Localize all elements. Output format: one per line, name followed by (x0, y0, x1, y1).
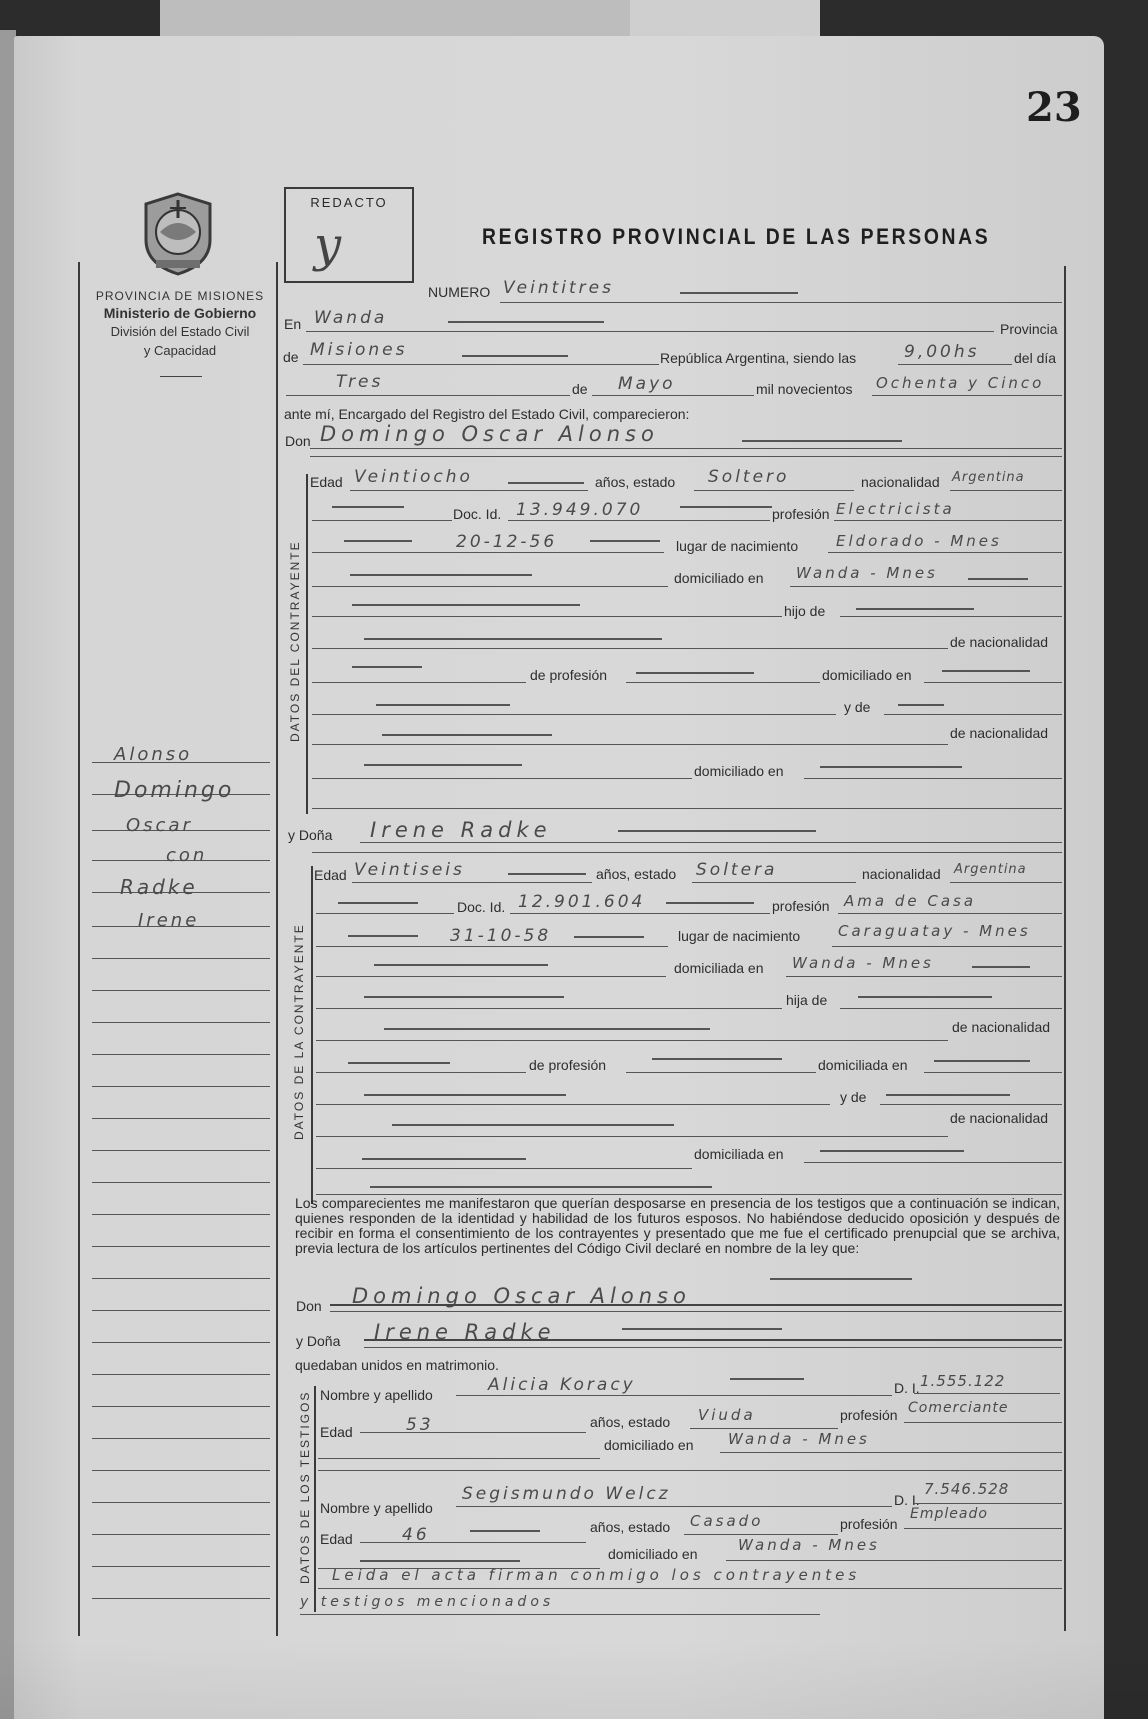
dona-line (360, 842, 1062, 843)
dash (364, 1094, 566, 1096)
fecha-nacimiento-f: 31-10-58 (450, 926, 552, 946)
margin-rule (92, 1502, 270, 1503)
estado-f-line (692, 882, 856, 883)
t2-edad-label: Edad (320, 1531, 353, 1547)
dash (820, 766, 962, 768)
rule (318, 1458, 600, 1459)
y-de-label: y de (844, 699, 871, 715)
contrayente-section-border (306, 474, 308, 814)
t1-domicilio-line (720, 1452, 1062, 1453)
margin-rule (92, 1022, 270, 1023)
t1-di-value: 1.555.122 (920, 1372, 1006, 1390)
t2-di-value: 7.546.528 (924, 1480, 1010, 1498)
dash (652, 1058, 782, 1060)
left-margin-border (78, 262, 80, 1636)
estado-line (694, 490, 854, 491)
domicilio-f-line (786, 976, 1062, 977)
lugar-value: Eldorado - Mnes (836, 532, 1002, 550)
dia-line (286, 395, 570, 396)
don-line-2 (310, 456, 1062, 457)
rule (312, 808, 1062, 809)
dash (666, 902, 754, 904)
nacionalidad-line (950, 490, 1062, 491)
declaration-paragraph: Los comparecientes me manifestaron que querían desposarse en presencia de los testigos que a continuación se indican, quienes responden de la identidad y habilidad de los futuros esposos. No habiéndose deducido oposición y después de recibir en forma el consentimiento de los contrayentes y presentado que me fue el certificado prenupcial que se archiva, previa lectura de los artículos pertinentes del Código Civil declaré en nombre de la ley que: (295, 1195, 1060, 1256)
dash (344, 540, 412, 542)
dash (942, 670, 1030, 672)
rule (316, 1008, 782, 1009)
testigos-section-border (314, 1386, 316, 1612)
rule (840, 616, 1062, 617)
don-value: Domingo Oscar Alonso (320, 422, 659, 446)
page-shadow (0, 1640, 1148, 1719)
testigos-section-label: DATOS DE LOS TESTIGOS (298, 1390, 312, 1584)
t1-estado-line (690, 1428, 838, 1429)
redacto-box (284, 187, 414, 283)
de-line (303, 364, 659, 365)
margin-rule (92, 1374, 270, 1375)
edad-f-line (352, 882, 592, 883)
decl-don-value: Domingo Oscar Alonso (352, 1284, 691, 1308)
decl-don-label: Don (296, 1298, 322, 1314)
de-nacionalidad-f-label-2: de nacionalidad (950, 1110, 1049, 1126)
dash (338, 902, 418, 904)
rule (312, 520, 452, 521)
t1-edad-label: Edad (320, 1424, 353, 1440)
lugar-label: lugar de nacimiento (676, 538, 799, 554)
estado-f-label: años, estado (596, 866, 677, 882)
dash (590, 540, 660, 542)
de-label: de (283, 349, 299, 365)
rule (626, 1072, 816, 1073)
domiciliada-label: domiciliada en (674, 960, 764, 976)
t1-edad-line (360, 1432, 586, 1433)
rule (312, 744, 948, 745)
book-edge (630, 0, 820, 40)
rule (318, 1470, 1062, 1471)
profesion-f-label: profesión (772, 898, 830, 914)
margin-rule (92, 958, 270, 959)
rule (312, 648, 948, 649)
rule (880, 1104, 1062, 1105)
rule (312, 714, 836, 715)
rule (312, 586, 668, 587)
rule (316, 1136, 948, 1137)
dash (508, 873, 586, 875)
anio-line (872, 395, 1062, 396)
provincial-seal-icon (140, 190, 216, 276)
fecha-nacimiento: 20-12-56 (456, 532, 558, 552)
doc-label: Doc. Id. (453, 506, 502, 522)
de-value: Misiones (310, 340, 408, 360)
dash (392, 1124, 674, 1126)
numero-label: NUMERO (428, 284, 491, 300)
dash (820, 1150, 964, 1152)
dash (374, 964, 548, 966)
numero-value: Veintitres (503, 278, 614, 298)
margin-note-line-2: Domingo (114, 778, 235, 803)
dash (618, 830, 816, 832)
t1-di-label: D. I. (894, 1380, 920, 1396)
edad-f-value: Veintiseis (354, 860, 465, 880)
dash (332, 506, 404, 508)
dash (382, 734, 552, 736)
de-profesion-f-label: de profesión (529, 1057, 607, 1073)
doc-line (508, 520, 770, 521)
t1-edad-value: 53 (406, 1415, 434, 1435)
rule (330, 1311, 1062, 1312)
margin-rule (92, 1438, 270, 1439)
dash (680, 506, 772, 508)
t2-edad-line (360, 1542, 586, 1543)
closing-line-1: Leida el acta firman conmigo los contrayentes (332, 1566, 861, 1584)
rule (364, 1347, 1062, 1348)
numero-line (500, 302, 1062, 303)
t2-estado-label: años, estado (590, 1519, 671, 1535)
t1-profesion-label: profesión (840, 1407, 898, 1423)
profesion-label: profesión (772, 506, 830, 522)
rule (312, 552, 664, 553)
t2-estado-line (684, 1534, 838, 1535)
dash (352, 666, 422, 668)
dash (508, 482, 584, 484)
dash (968, 578, 1028, 580)
letterhead-division: División del Estado Civil (110, 324, 250, 339)
margin-rule (92, 1470, 270, 1471)
estado-value: Soltero (708, 467, 790, 487)
profesion-value: Electricista (836, 500, 955, 518)
t2-di-label: D. I. (894, 1492, 920, 1508)
dash (636, 672, 754, 674)
t1-estado-label: años, estado (590, 1414, 671, 1430)
anio-value: Ochenta y Cinco (876, 374, 1045, 392)
dash (730, 1378, 804, 1380)
dash (462, 355, 568, 357)
dash (470, 1530, 540, 1532)
hora-line (898, 364, 1012, 365)
dash (680, 292, 798, 294)
t1-profesion-line (904, 1422, 1062, 1423)
margin-rule (92, 1150, 270, 1151)
margin-rule (92, 1310, 270, 1311)
registry-title: REGISTRO PROVINCIAL DE LAS PERSONAS (482, 224, 991, 249)
rule (804, 778, 1062, 779)
dash (360, 1560, 520, 1562)
domiciliado-en-label: domiciliado en (822, 667, 912, 683)
margin-rule (92, 990, 270, 991)
dash (934, 1060, 1030, 1062)
de-nacionalidad-label: de nacionalidad (950, 634, 1049, 650)
margin-column-border (276, 262, 278, 1636)
rule (924, 682, 1062, 683)
rule (312, 852, 1062, 853)
del-dia-label: del día (1014, 350, 1057, 366)
dash (352, 604, 580, 606)
margin-note-line-1: Alonso (114, 744, 193, 765)
lugar-line (828, 552, 1062, 553)
contrayente-f-section-border (311, 866, 313, 1204)
dash (350, 574, 532, 576)
edad-label: Edad (310, 474, 343, 490)
t2-di-line (914, 1503, 1062, 1504)
domiciliada-en-f-label: domiciliada en (818, 1057, 908, 1073)
rule (316, 1072, 526, 1073)
t2-nombre-label: Nombre y apellido (320, 1500, 433, 1516)
rule (316, 1104, 830, 1105)
closing-line-2: y testigos mencionados (300, 1594, 555, 1610)
margin-rule (92, 1278, 270, 1279)
dash (362, 1158, 526, 1160)
mil-label: mil novecientos (756, 381, 853, 397)
dash (898, 704, 944, 706)
t1-domiciliado-label: domiciliado en (604, 1437, 694, 1453)
dash (364, 638, 662, 640)
letterhead-divider (160, 376, 202, 377)
en-label: En (284, 316, 302, 332)
doc-f-value: 12.901.604 (518, 892, 646, 912)
nacionalidad-f-line (950, 882, 1062, 883)
hija-label: hija de (786, 992, 828, 1008)
en-value: Wanda (314, 308, 388, 328)
rule (804, 1162, 1062, 1163)
estado-label: años, estado (595, 474, 676, 490)
margin-note-line-5: Radke (120, 875, 198, 899)
dash (370, 1186, 712, 1188)
margin-rule (92, 1598, 270, 1599)
dash (856, 608, 974, 610)
decl-dona-label: y Doña (296, 1333, 341, 1349)
rule (312, 616, 782, 617)
de-profesion-label: de profesión (530, 667, 608, 683)
mes-value: Mayo (618, 374, 676, 394)
profesion-line (834, 520, 1062, 521)
doc-value: 13.949.070 (516, 500, 644, 520)
rule (626, 682, 820, 683)
redacto-initial: y (314, 217, 342, 273)
book-edge (160, 0, 700, 40)
don-label: Don (285, 433, 311, 449)
domicilio-line (790, 586, 1062, 587)
redacto-label: REDACTO (310, 195, 388, 210)
dash (858, 996, 992, 998)
rule (316, 1168, 692, 1169)
rule (300, 1614, 820, 1615)
t2-profesion-line (904, 1528, 1062, 1529)
domiciliada-en-f-label-2: domiciliada en (694, 1146, 784, 1162)
lugar-f-line (832, 946, 1062, 947)
t2-edad-value: 46 (402, 1525, 430, 1545)
margin-rule (92, 1118, 270, 1119)
rule (884, 714, 1062, 715)
dash (448, 321, 604, 323)
dash (376, 704, 510, 706)
rule (316, 913, 454, 914)
decl-dona-line (364, 1339, 1062, 1341)
ante-text: ante mí, Encargado del Registro del Estado Civil, comparecieron: (284, 406, 690, 422)
mes-line (592, 395, 754, 396)
rule (318, 1588, 1062, 1589)
dash (622, 1328, 782, 1330)
doc-f-label: Doc. Id. (457, 899, 506, 915)
domicilio-f-value: Wanda - Mnes (792, 954, 934, 972)
edad-f-label: Edad (314, 867, 347, 883)
rule (840, 1008, 1062, 1009)
doc-f-line (510, 913, 770, 914)
margin-rule (92, 1086, 270, 1087)
t1-nombre-value: Alicia Koracy (488, 1375, 636, 1395)
dia-value: Tres (336, 372, 384, 392)
t1-estado-value: Viuda (698, 1406, 756, 1424)
margin-rule (92, 1182, 270, 1183)
dash (574, 936, 644, 938)
margin-rule (92, 1534, 270, 1535)
t2-domiciliado-label: domiciliado en (608, 1546, 698, 1562)
hijo-label: hijo de (784, 603, 826, 619)
domiciliado-en-label-2: domiciliado en (694, 763, 784, 779)
t2-profesion-label: profesión (840, 1516, 898, 1532)
letterhead-ministry: Ministerio de Gobierno (103, 305, 257, 321)
dash (886, 1094, 1010, 1096)
en-line (306, 331, 994, 332)
margin-rule (92, 1406, 270, 1407)
nacionalidad-label: nacionalidad (861, 474, 940, 490)
t2-nombre-value: Segismundo Welcz (462, 1484, 671, 1504)
margin-rule (92, 1054, 270, 1055)
rule (924, 1072, 1062, 1073)
page-number: 23 (1026, 84, 1082, 131)
dona-value: Irene Radke (370, 818, 552, 842)
de-nacionalidad-label-2: de nacionalidad (950, 725, 1049, 741)
t2-nombre-line (456, 1506, 892, 1507)
contrayente-f-section-label: DATOS DE LA CONTRAYENTE (292, 923, 306, 1140)
profesion-f-line (838, 913, 1062, 914)
t1-nombre-line (456, 1395, 892, 1396)
de-label-2: de (572, 381, 588, 397)
rule (316, 976, 666, 977)
dash (348, 935, 418, 937)
dash (384, 1028, 710, 1030)
decl-closing: quedaban unidos en matrimonio. (295, 1357, 499, 1373)
t2-estado-value: Casado (690, 1512, 764, 1530)
nacionalidad-f-value: Argentina (954, 862, 1027, 877)
dash (364, 996, 564, 998)
decl-dona-value: Irene Radke (374, 1320, 556, 1344)
dash (348, 1062, 450, 1064)
lugar-f-label: lugar de nacimiento (678, 928, 801, 944)
rule (312, 682, 526, 683)
domiciliado-label: domiciliado en (674, 570, 764, 586)
dash (364, 764, 522, 766)
provincia-label: Provincia (1000, 321, 1058, 337)
dash (770, 1278, 912, 1280)
lugar-f-value: Caraguatay - Mnes (838, 922, 1031, 940)
margin-rule (92, 1246, 270, 1247)
contrayente-section-label: DATOS DEL CONTRAYENTE (288, 540, 302, 742)
margin-note-line-3: Oscar (126, 815, 193, 836)
t2-profesion-value: Empleado (910, 1506, 988, 1522)
domicilio-value: Wanda - Mnes (796, 564, 938, 582)
decl-don-line (330, 1304, 1062, 1306)
margin-rule (92, 1342, 270, 1343)
rule (316, 946, 668, 947)
don-line (310, 448, 1062, 449)
dona-label: y Doña (288, 827, 333, 843)
nacionalidad-value: Argentina (952, 470, 1025, 485)
dash (972, 966, 1030, 968)
hora-value: 9,00hs (904, 342, 980, 362)
margin-note-line-4: con (166, 845, 208, 866)
profesion-f-value: Ama de Casa (844, 892, 977, 910)
rule (316, 1040, 948, 1041)
right-border (1064, 266, 1066, 1631)
edad-line (350, 490, 588, 491)
rule (312, 778, 692, 779)
letterhead-province: PROVINCIA DE MISIONES (95, 289, 265, 303)
margin-note-line-6: Irene (138, 910, 200, 931)
de-nacionalidad-f-label: de nacionalidad (952, 1019, 1051, 1035)
t2-domicilio-value: Wanda - Mnes (738, 1536, 880, 1554)
t1-nombre-label: Nombre y apellido (320, 1387, 433, 1403)
nacionalidad-f-label: nacionalidad (862, 866, 941, 882)
t1-domicilio-value: Wanda - Mnes (728, 1430, 870, 1448)
t1-profesion-value: Comerciante (908, 1400, 1009, 1416)
dash (742, 440, 902, 442)
margin-rule (92, 1566, 270, 1567)
t2-domicilio-line (726, 1560, 1062, 1561)
edad-value: Veintiocho (354, 467, 473, 487)
y-de-f-label: y de (840, 1089, 867, 1105)
margin-rule (92, 1214, 270, 1215)
letterhead-capacity: y Capacidad (143, 343, 217, 358)
t1-di-line (914, 1393, 1060, 1394)
republica-text: República Argentina, siendo las (660, 350, 857, 366)
estado-f-value: Soltera (696, 860, 778, 880)
